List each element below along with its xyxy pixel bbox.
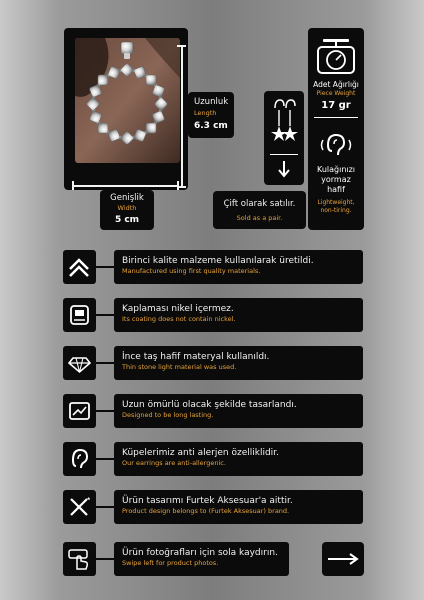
earring-photo: [75, 38, 180, 163]
weight-subtitle: Piece Weight: [316, 90, 356, 97]
feature-title: Kaplaması nikel içermez.: [122, 304, 234, 314]
feature-icon-box: [63, 298, 96, 332]
connector-line: [96, 458, 114, 460]
width-subtitle: Width: [117, 204, 137, 212]
feature-text-box: [114, 250, 363, 284]
feature-icon-box: [63, 490, 96, 524]
length-title: Uzunluk: [194, 97, 229, 107]
feature-row-quality: [63, 250, 364, 284]
earring-pair-icon: [267, 96, 301, 152]
scale-icon: [317, 39, 355, 75]
feature-subtitle: Its coating does not contain nickel.: [122, 315, 236, 323]
weight-card: [308, 28, 364, 230]
feature-text-box: [114, 542, 289, 576]
pair-subtitle: Sold as a pair.: [236, 214, 283, 222]
ear-subtitle-2: non-tiring.: [320, 207, 352, 214]
rhinestone: [98, 123, 108, 133]
feature-text-box: [114, 346, 363, 380]
feature-row-anti-allergenic: [63, 442, 364, 476]
feature-row-durable: [63, 394, 364, 428]
connector-line: [96, 506, 114, 508]
feature-title: Ürün fotoğrafları için sola kaydırın.: [122, 548, 278, 558]
connector-line: [96, 314, 114, 316]
length-dimension-line: [181, 45, 183, 187]
weight-divider: [314, 117, 358, 118]
length-label-card: [188, 92, 234, 138]
feature-subtitle: Product design belongs to (Furtek Aksesuar) brand.: [122, 507, 290, 515]
feature-row-stone: [63, 346, 364, 380]
feature-title: Küpelerimiz anti alerjen özelliklidir.: [122, 448, 279, 458]
length-subtitle: Length: [194, 109, 217, 117]
feature-title: Birinci kalite malzeme kullanılarak üretildi.: [122, 256, 314, 266]
earring-pair-card: [264, 91, 304, 185]
pair-divider: [270, 154, 298, 155]
connector-line: [96, 558, 114, 560]
diamond-icon: [67, 351, 92, 375]
length-dimension-top-tick: [177, 45, 186, 47]
ear-title-1: Kulağınızı: [316, 165, 356, 174]
arrow-down-icon: [277, 160, 291, 178]
feature-subtitle: Our earrings are anti-allergenic.: [122, 459, 226, 467]
width-dimension-left-tick: [72, 181, 74, 190]
ear-subtitle-1: Lightweight,: [317, 199, 355, 206]
width-dimension-line: [72, 185, 178, 187]
feature-icon-box: [63, 250, 96, 284]
feature-icon-box: [63, 394, 96, 428]
weight-title: Adet Ağırlığı: [313, 80, 359, 89]
rhinestone: [146, 123, 156, 133]
feature-text-box: [114, 442, 363, 476]
weight-value: 17 gr: [321, 100, 351, 111]
feature-row-swipe: [63, 542, 289, 576]
arrow-right-icon: [327, 552, 359, 566]
pair-title: Çift olarak satılır.: [223, 199, 296, 209]
nickel-free-icon: [67, 303, 92, 327]
feature-row-nickel: [63, 298, 364, 332]
feature-subtitle: Swipe left for product photos.: [122, 559, 219, 567]
width-title: Genişlik: [110, 193, 144, 203]
feature-text-box: [114, 490, 363, 524]
swipe-hand-icon: [67, 547, 92, 571]
ear-icon: [67, 447, 92, 471]
feature-subtitle: Designed to be long lasting.: [122, 411, 214, 419]
connector-line: [96, 362, 114, 364]
ear-title-2: yormaz: [321, 175, 351, 184]
length-value: 6.3 cm: [194, 121, 228, 131]
feature-title: Ürün tasarımı Furtek Aksesuar'a aittir.: [122, 496, 293, 506]
width-dimension-right-tick: [177, 181, 179, 190]
feature-title: Uzun ömürlü olacak şekilde tasarlandı.: [122, 400, 297, 410]
feature-subtitle: Manufactured using first quality materials.: [122, 267, 261, 275]
sold-as-pair-card: [213, 191, 306, 229]
rhinestone: [146, 75, 156, 85]
feature-subtitle: Thin stone light material was used.: [122, 363, 237, 371]
swipe-arrow-card[interactable]: [322, 542, 364, 576]
ear-sound-icon: [318, 131, 354, 159]
feature-icon-box: [63, 542, 96, 576]
product-photo-card: [64, 28, 188, 190]
feature-icon-box: [63, 346, 96, 380]
connector-line: [96, 410, 114, 412]
feature-text-box: [114, 298, 363, 332]
connector-line: [96, 266, 114, 268]
feature-title: İnce taş hafif materyal kullanıldı.: [122, 352, 270, 362]
design-tools-icon: [67, 495, 92, 519]
width-label-card: [100, 190, 154, 230]
durable-design-icon: [67, 399, 92, 423]
quality-badge-icon: [67, 255, 92, 279]
rhinestone: [98, 75, 108, 85]
feature-text-box: [114, 394, 363, 428]
width-value: 5 cm: [114, 215, 140, 225]
feature-row-design: [63, 490, 364, 524]
feature-icon-box: [63, 442, 96, 476]
ear-title-3: hafif: [327, 185, 345, 194]
